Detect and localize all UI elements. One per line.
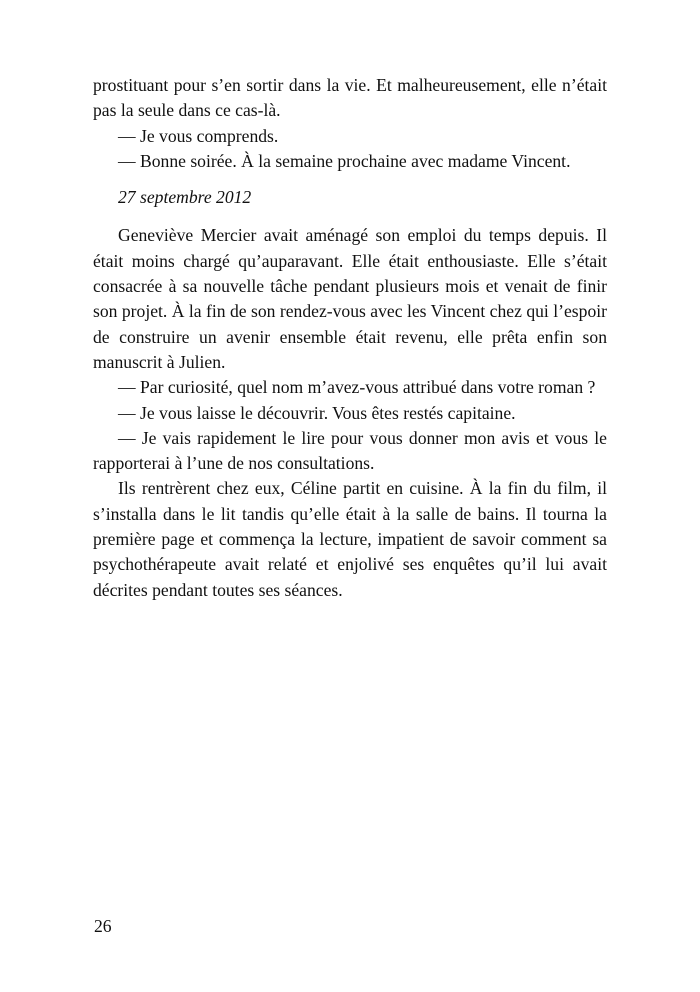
paragraph: prostituant pour s’en sortir dans la vie. Et malheureusement, elle n’était pas la seule dans ce cas-là.: [93, 75, 607, 121]
page-body: [93, 73, 607, 603]
dialogue-line: — Par curiosité, quel nom m’avez-vous attribué dans votre roman ?: [118, 377, 596, 398]
dialogue-line: — Je vous laisse le découvrir. Vous êtes restés capitaine.: [118, 402, 516, 423]
paragraph: Ils rentrèrent chez eux, Céline partit en cuisine. À la fin du film, il s’installa dans le lit tandis qu’elle était à la salle de bains. Il tourna la première page et commença la lecture, impatient de savoir comment sa psychothérapeute avait relaté et enjolivé ses enquêtes qu’il lui avait décrites pendant toutes ses séances.: [93, 478, 607, 600]
paragraph: Geneviève Mercier avait aménagé son emploi du temps depuis. Il était moins chargé qu’auparavant. Elle était enthousiaste. Elle s’était consacrée à sa nouvelle tâche pendant plusieurs mois et venait de finir son projet. À la fin de son rendez-vous avec les Vincent chez qui l’espoir de construire un avenir ensemble était revenu, elle prêta enfin son manuscrit à Julien.: [93, 225, 607, 372]
dialogue-line: — Je vais rapidement le lire pour vous donner mon avis et vous le rapporterai à l’une de nos consultations.: [93, 427, 607, 474]
date-heading: 27 septembre 2012: [118, 187, 252, 208]
dialogue-line: — Bonne soirée. À la semaine prochaine avec madame Vincent.: [118, 150, 571, 171]
page-number: 26: [94, 916, 112, 936]
dialogue-line: — Je vous comprends.: [118, 125, 279, 146]
